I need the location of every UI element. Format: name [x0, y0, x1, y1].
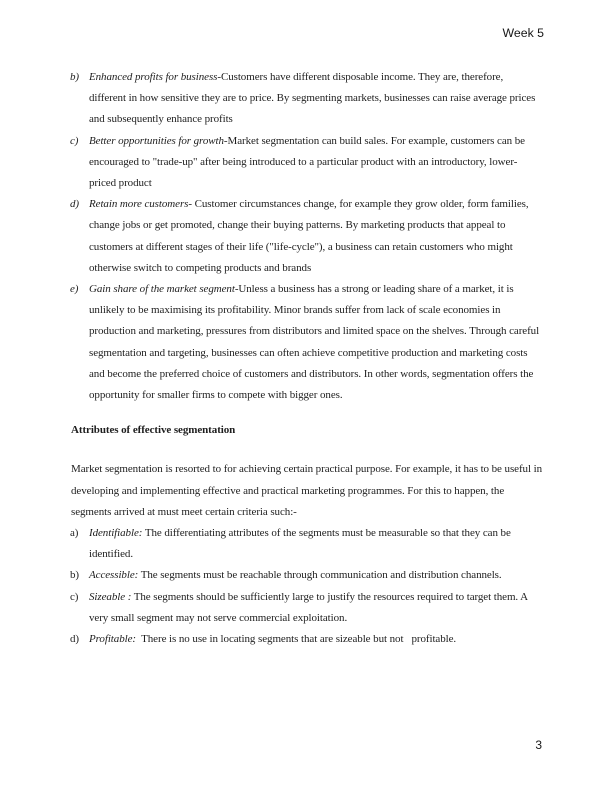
list-item-lead: Accessible:	[89, 569, 139, 582]
list-marker: d)	[70, 198, 80, 211]
page-content	[70, 67, 545, 650]
list-item-body: -Customers have different disposable income. They are, therefore, different in how sensitive they are to price. By segmenting markets, businesses can raise average prices and subsequently enhance profits	[89, 71, 538, 126]
criteria-item-c	[70, 587, 542, 629]
list-item-text	[89, 194, 542, 279]
list-marker: b)	[70, 569, 80, 582]
list-item-body: The segments must be reachable through communication and distribution channels.	[138, 569, 502, 582]
list-item-text	[89, 523, 542, 565]
list-item-body: The segments should be sufficiently large to justify the resources required to target them. A very small segment may not serve commercial exploitation.	[89, 590, 531, 624]
list-marker: c)	[70, 134, 79, 147]
list-item-body: -Unless a business has a strong or leading share of a market, it is unlikely to be maximising its profitability. Minor brands suffer from lack of scale economies in production and marketing, pressures from distributors and limited space on the shelves. Through careful segmentation and targeting, businesses can often achieve competitive production and marketing costs and become the preferred choice of customers and distributors. In other words, segmentation offers the opportunity for smaller firms to compete with bigger ones.	[89, 283, 542, 402]
criteria-item-d	[70, 629, 542, 650]
list-item-body: -Market segmentation can build sales. For example, customers can be encouraged to "trade-up" after being introduced to a particular product with an introductory, lower-priced product	[89, 134, 528, 190]
list-item-text	[89, 131, 542, 195]
list-item-lead: Identifiable:	[89, 527, 143, 540]
list-item-lead: Gain share of the market segment	[89, 283, 235, 296]
list-item-lead: Sizeable :	[89, 590, 132, 603]
list-marker: d)	[70, 633, 80, 646]
list-item-lead: Better opportunities for growth	[89, 134, 224, 147]
list-item-c	[70, 131, 542, 195]
list-marker: b)	[70, 71, 80, 83]
criteria-item-a	[70, 523, 542, 565]
list-marker: c)	[70, 590, 79, 603]
list-item-lead: Enhanced profits for business	[89, 71, 218, 83]
list-item-body: - Customer circumstances change, for example they grow older, form families, change jobs or get promoted, change their buying patterns. By marketing products that appeal to customers at different stages of their life ("life-cycle"), a business can retain customers who might otherwise switch to competing products and brands	[89, 198, 532, 274]
section-intro-paragraph: Market segmentation is resorted to for achieving certain practical purpose. For example, it has to be useful in developing and implementing effective and practical marketing programmes. For this to happen, the segments arrived at must meet certain criteria such:-	[71, 463, 545, 518]
list-item-text	[89, 587, 542, 629]
header-week-label: Week 5	[502, 26, 544, 40]
list-marker: e)	[70, 283, 79, 296]
list-item-body: The differentiating attributes of the segments must be measurable so that they can be identified.	[89, 527, 514, 561]
list-item-d	[70, 194, 542, 279]
list-marker: a)	[70, 527, 79, 540]
list-item-text	[89, 67, 542, 131]
list-item-text	[89, 279, 542, 406]
segmentation-benefits-list	[70, 67, 542, 406]
page-number: 3	[535, 738, 542, 752]
list-item-e	[70, 279, 542, 406]
list-item-text	[89, 565, 542, 586]
criteria-item-b	[70, 565, 542, 586]
list-item-body: There is no use in locating segments that are sizeable but not profitable.	[135, 633, 457, 646]
segmentation-criteria-list	[70, 523, 542, 650]
section-heading: Attributes of effective segmentation	[71, 424, 236, 437]
list-item-b	[70, 67, 542, 131]
list-item-lead: Profitable:	[89, 633, 136, 646]
list-item-text	[89, 629, 542, 650]
list-item-lead: Retain more customers	[89, 198, 189, 211]
